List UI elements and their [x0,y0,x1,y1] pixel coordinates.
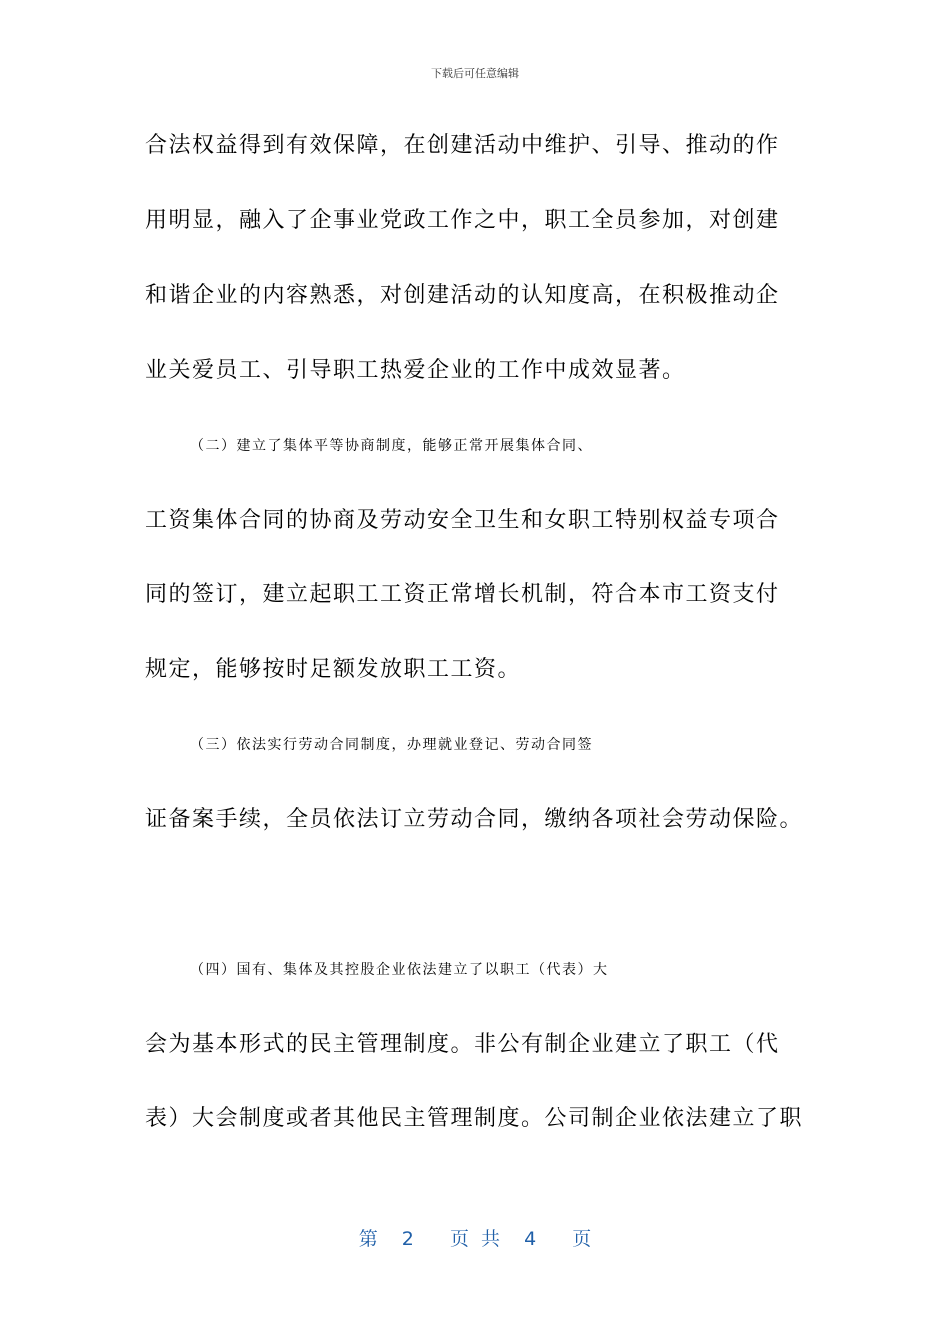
text-line: 会为基本形式的民主管理制度。非公有制企业建立了职工（代 [145,1032,780,1057]
page-footer [0,1226,950,1252]
text-line: （三）依法实行劳动合同制度，办理就业登记、劳动合同签 [190,737,593,753]
text-line: （二）建立了集体平等协商制度，能够正常开展集体合同、 [190,438,593,454]
text-line: 规定，能够按时足额发放职工工资。 [145,657,522,682]
text-line: 用明显，融入了企事业党政工作之中，职工全员参加，对创建 [145,208,780,233]
text-line: 工资集体合同的协商及劳动安全卫生和女职工特别权益专项合 [145,508,780,533]
text-line: 证备案手续，全员依法订立劳动合同，缴纳各项社会劳动保险。 [145,807,804,832]
text-line: 合法权益得到有效保障，在创建活动中维护、引导、推动的作 [145,133,780,158]
text-line: 和谐企业的内容熟悉，对创建活动的认知度高，在积极推动企 [145,283,780,308]
text-line: 同的签订，建立起职工工资正常增长机制，符合本市工资支付 [145,582,780,607]
text-line: 表）大会制度或者其他民主管理制度。公司制企业依法建立了职 [145,1106,804,1131]
page-number: 第 2 页 共 4 页 [358,1228,592,1250]
text-line: 业关爱员工、引导职工热爱企业的工作中成效显著。 [145,358,686,383]
page-header: 下载后可任意编辑 [431,67,519,80]
text-line: （四）国有、集体及其控股企业依法建立了以职工（代表）大 [190,962,609,978]
